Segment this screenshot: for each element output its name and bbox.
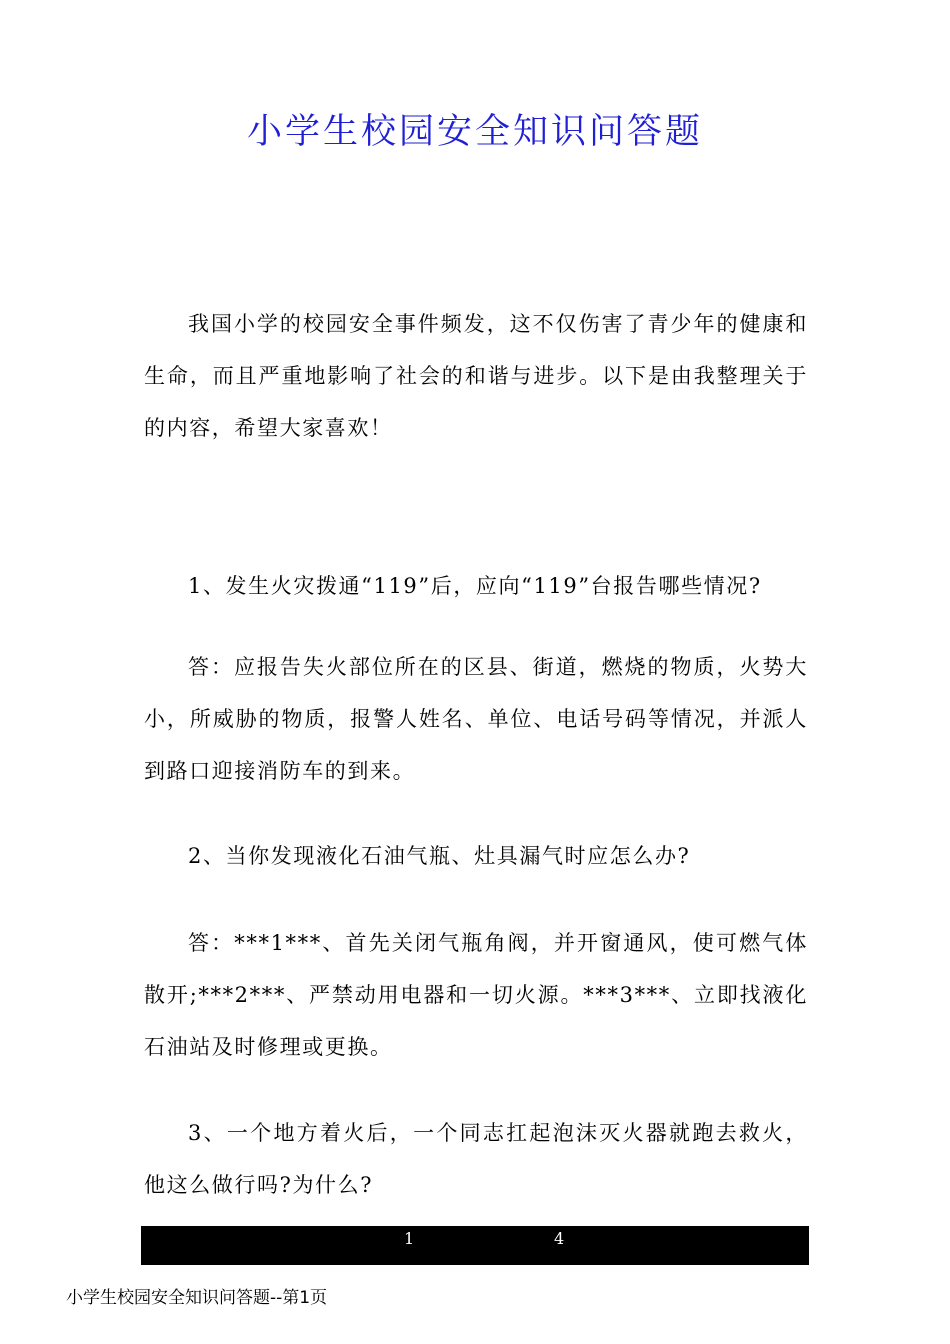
page-caption: 小学生校园安全知识问答题--第1页 xyxy=(66,1288,328,1308)
document-title: 小学生校园安全知识问答题 xyxy=(246,112,703,152)
question-2: 2、当你发现液化石油气瓶、灶具漏气时应怎么办? xyxy=(188,844,691,868)
page-number-current: 1 xyxy=(404,1229,415,1248)
page-number-total: 4 xyxy=(554,1229,565,1248)
answer-1: 答：应报告失火部位所在的区县、街道，燃烧的物质，火势大小，所威胁的物质，报警人姓名、单位、电话号码等情况，并派人到路口迎接消防车的到来。 xyxy=(144,655,808,783)
footer-bar xyxy=(141,1226,809,1265)
answer-2: 答：***1***、首先关闭气瓶角阀，并开窗通风，使可燃气体散开;***2***、严禁动用电器和一切火源。***3***、立即找液化石油站及时修理或更换。 xyxy=(144,931,808,1059)
question-3: 3、一个地方着火后，一个同志扛起泡沫灭火器就跑去救火，他这么做行吗?为什么? xyxy=(144,1121,808,1197)
question-1: 1、发生火灾拨通“119”后，应向“119”台报告哪些情况? xyxy=(188,574,762,598)
intro-paragraph: 我国小学的校园安全事件频发，这不仅伤害了青少年的健康和生命，而且严重地影响了社会的和谐与进步。以下是由我整理关于的内容，希望大家喜欢！ xyxy=(144,312,808,440)
